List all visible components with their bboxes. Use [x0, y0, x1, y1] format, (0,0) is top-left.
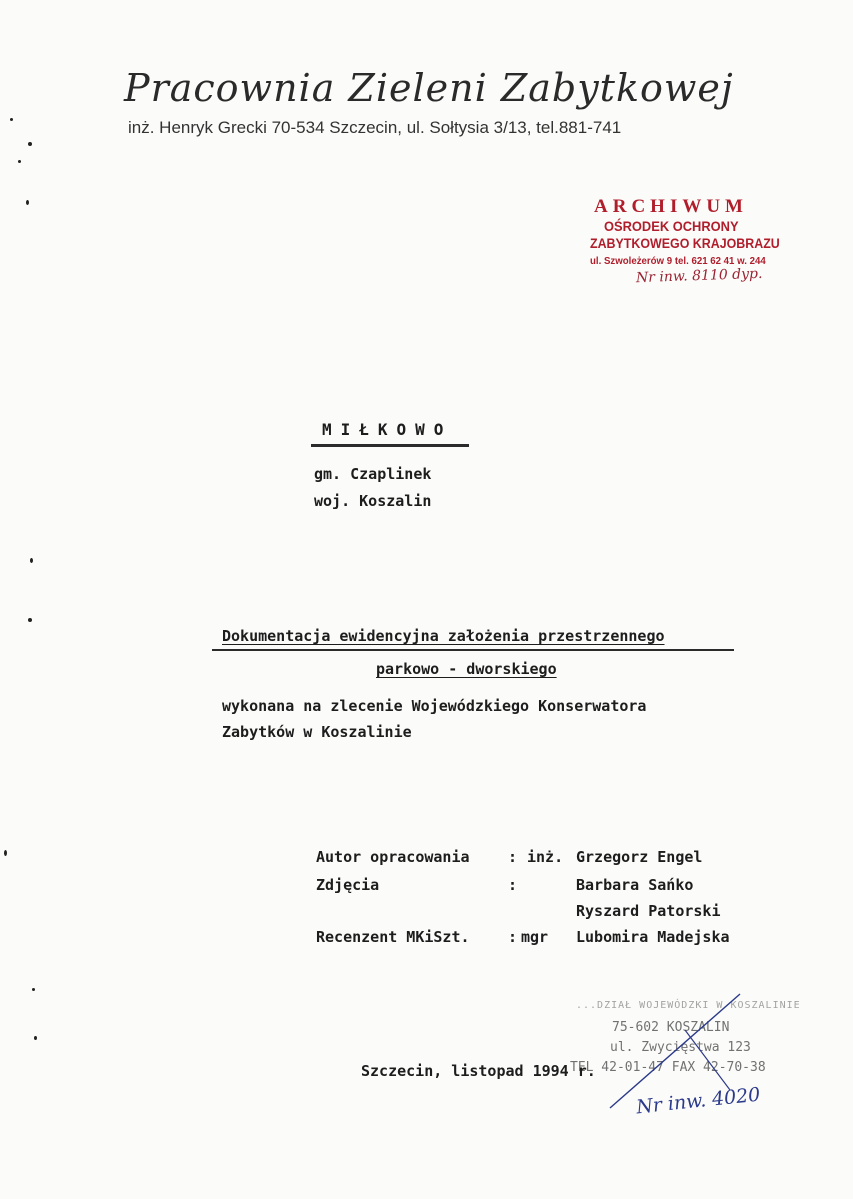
studio-name: Pracownia Zieleni Zabytkowej	[124, 66, 734, 110]
scan-speck	[34, 1036, 37, 1040]
credit-separator: :	[508, 928, 518, 946]
scan-speck	[18, 160, 21, 163]
credit-name: Lubomira Madejska	[576, 928, 730, 946]
place-underline	[311, 444, 469, 447]
archive-inventory-note: Nr inw. 8110 dyp.	[635, 265, 763, 287]
scan-speck	[32, 988, 35, 991]
archive-stamp-line4: ul. Szwoleżerów 9 tel. 621 62 41 w. 244	[590, 255, 766, 267]
office-stamp-line4: TEL 42-01-47 FAX 42-70-38	[570, 1060, 766, 1075]
scan-speck	[30, 558, 33, 563]
archive-stamp-line2: OŚRODEK OCHRONY	[604, 218, 739, 234]
credit-title: inż.	[527, 848, 564, 866]
scan-speck	[28, 142, 32, 146]
credit-title: mgr	[521, 928, 549, 946]
credit-separator: :	[508, 848, 518, 866]
scan-speck	[26, 200, 29, 205]
gmina-line: gm. Czaplinek	[314, 465, 432, 483]
credit-label: Recenzent MKiSzt.	[316, 928, 470, 946]
credit-separator: :	[508, 876, 518, 894]
credit-name: Barbara Sańko	[576, 876, 694, 894]
place-and-date: Szczecin, listopad 1994 r.	[361, 1062, 596, 1080]
scan-speck	[10, 118, 13, 121]
archive-stamp-line3: ZABYTKOWEGO KRAJOBRAZU	[590, 236, 780, 251]
office-stamp-line1: ...DZIAŁ WOJEWÓDZKI W KOSZALINIE	[576, 1000, 801, 1011]
credit-label: Zdjęcia	[316, 876, 380, 894]
document-title-line2: parkowo - dworskiego	[376, 660, 557, 678]
archive-stamp-line1: ARCHIWUM	[594, 196, 748, 217]
commission-line1: wykonana na zlecenie Wojewódzkiego Konserwatora	[222, 697, 647, 715]
document-title-line1: Dokumentacja ewidencyjna założenia przestrzennego	[222, 627, 665, 645]
commission-line2: Zabytków w Koszalinie	[222, 723, 412, 741]
office-stamp-line3: ul. Zwycięstwa 123	[610, 1040, 751, 1055]
credit-label: Autor opracowania	[316, 848, 470, 866]
studio-address: inż. Henryk Grecki 70-534 Szczecin, ul. Sołtysia 3/13, tel.881-741	[128, 118, 622, 137]
office-inventory-note: Nr inw. 4020	[635, 1083, 762, 1119]
document-title-rule	[212, 649, 734, 651]
place-name: MIŁKOWO	[322, 420, 453, 439]
credit-name: Grzegorz Engel	[576, 848, 703, 866]
scan-speck	[4, 850, 7, 856]
credit-name: Ryszard Patorski	[576, 902, 721, 920]
scan-speck	[28, 618, 32, 622]
voivodeship-line: woj. Koszalin	[314, 492, 432, 510]
office-stamp-line2: 75-602 KOSZALIN	[612, 1020, 730, 1035]
